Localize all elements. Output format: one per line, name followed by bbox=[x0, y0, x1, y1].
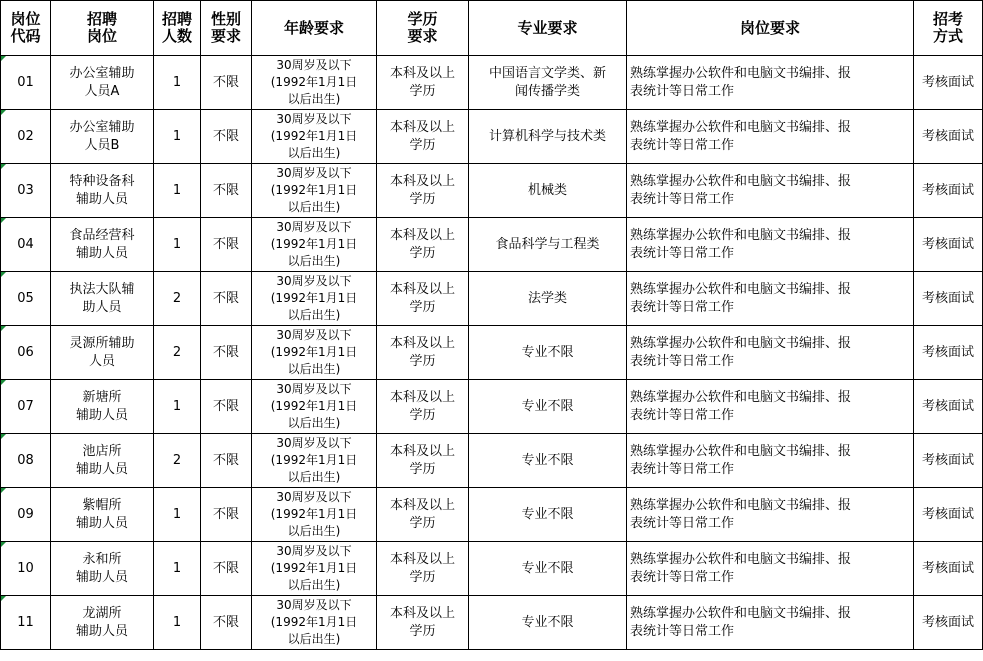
post-line: 辅助人员 bbox=[75, 461, 128, 477]
post-line: 辅助人员 bbox=[75, 245, 128, 261]
post-line: 辅助人员 bbox=[75, 515, 128, 531]
age-line: 以后出生) bbox=[287, 362, 341, 376]
table-row bbox=[1, 164, 983, 218]
age-line: 30周岁及以下 bbox=[276, 544, 352, 558]
post-line: 食品经营科 bbox=[69, 227, 135, 243]
duty-line: 表统计等日常工作 bbox=[630, 569, 735, 585]
method-cell: 考核面试 bbox=[914, 434, 983, 488]
education-line: 本科及以上 bbox=[389, 551, 455, 567]
duty-line: 表统计等日常工作 bbox=[630, 407, 735, 423]
age-line: 30周岁及以下 bbox=[276, 112, 352, 126]
method-cell: 考核面试 bbox=[914, 272, 983, 326]
method-cell: 考核面试 bbox=[914, 380, 983, 434]
gender-cell: 不限 bbox=[201, 164, 252, 218]
duty-line: 熟练掌握办公软件和电脑文书编排、报 bbox=[630, 281, 852, 297]
method-cell: 考核面试 bbox=[914, 542, 983, 596]
age-line: 以后出生) bbox=[287, 524, 341, 538]
education-line: 学历 bbox=[409, 623, 436, 639]
duty-line: 表统计等日常工作 bbox=[630, 245, 735, 261]
headcount-cell: 2 bbox=[154, 272, 201, 326]
education-line: 学历 bbox=[409, 461, 436, 477]
age-line: (1992年1月1日 bbox=[270, 399, 358, 413]
gender-cell: 不限 bbox=[201, 380, 252, 434]
education-cell bbox=[377, 596, 469, 650]
age-line: 30周岁及以下 bbox=[276, 490, 352, 504]
header-row bbox=[1, 1, 983, 56]
duty-cell bbox=[627, 596, 914, 650]
duty-cell bbox=[627, 326, 914, 380]
major-cell bbox=[469, 542, 627, 596]
age-cell bbox=[252, 380, 377, 434]
post-line: 办公室辅助 bbox=[69, 65, 135, 81]
duty-line: 熟练掌握办公软件和电脑文书编排、报 bbox=[630, 119, 852, 135]
major-line: 专业不限 bbox=[521, 506, 574, 522]
age-cell bbox=[252, 434, 377, 488]
education-cell bbox=[377, 380, 469, 434]
education-line: 本科及以上 bbox=[389, 281, 455, 297]
table-row bbox=[1, 326, 983, 380]
education-line: 本科及以上 bbox=[389, 119, 455, 135]
education-cell bbox=[377, 488, 469, 542]
table-row bbox=[1, 596, 983, 650]
major-cell bbox=[469, 488, 627, 542]
headcount-cell: 1 bbox=[154, 218, 201, 272]
header-method: 招考 方式 bbox=[914, 1, 983, 56]
duty-cell bbox=[627, 272, 914, 326]
post-line: 龙湖所 bbox=[82, 605, 122, 621]
gender-cell: 不限 bbox=[201, 218, 252, 272]
post-code-cell: 02 bbox=[1, 110, 51, 164]
headcount-cell: 2 bbox=[154, 434, 201, 488]
method-cell: 考核面试 bbox=[914, 56, 983, 110]
major-cell bbox=[469, 380, 627, 434]
duty-line: 表统计等日常工作 bbox=[630, 515, 735, 531]
header-age: 年龄要求 bbox=[252, 1, 377, 56]
header-post: 招聘 岗位 bbox=[51, 1, 154, 56]
post-name-cell bbox=[51, 164, 154, 218]
headcount-cell: 1 bbox=[154, 596, 201, 650]
gender-cell: 不限 bbox=[201, 272, 252, 326]
education-cell bbox=[377, 326, 469, 380]
gender-cell: 不限 bbox=[201, 110, 252, 164]
age-line: 30周岁及以下 bbox=[276, 598, 352, 612]
headcount-cell: 1 bbox=[154, 110, 201, 164]
education-line: 本科及以上 bbox=[389, 227, 455, 243]
age-cell bbox=[252, 542, 377, 596]
post-name-cell bbox=[51, 542, 154, 596]
method-cell: 考核面试 bbox=[914, 596, 983, 650]
duty-cell bbox=[627, 542, 914, 596]
post-code-cell: 01 bbox=[1, 56, 51, 110]
major-line: 计算机科学与技术类 bbox=[488, 128, 606, 144]
major-cell bbox=[469, 110, 627, 164]
table-row bbox=[1, 110, 983, 164]
duty-line: 表统计等日常工作 bbox=[630, 623, 735, 639]
headcount-cell: 1 bbox=[154, 380, 201, 434]
age-line: 以后出生) bbox=[287, 416, 341, 430]
age-line: 以后出生) bbox=[287, 308, 341, 322]
major-cell bbox=[469, 56, 627, 110]
education-cell bbox=[377, 164, 469, 218]
method-cell: 考核面试 bbox=[914, 164, 983, 218]
post-name-cell bbox=[51, 326, 154, 380]
post-line: 灵源所辅助 bbox=[69, 335, 135, 351]
method-cell: 考核面试 bbox=[914, 488, 983, 542]
duty-cell bbox=[627, 380, 914, 434]
gender-cell: 不限 bbox=[201, 488, 252, 542]
major-cell bbox=[469, 272, 627, 326]
gender-cell: 不限 bbox=[201, 326, 252, 380]
post-name-cell bbox=[51, 218, 154, 272]
header-major: 专业要求 bbox=[469, 1, 627, 56]
duty-line: 熟练掌握办公软件和电脑文书编排、报 bbox=[630, 497, 852, 513]
education-line: 学历 bbox=[409, 353, 436, 369]
gender-cell: 不限 bbox=[201, 596, 252, 650]
duty-cell bbox=[627, 164, 914, 218]
duty-line: 表统计等日常工作 bbox=[630, 299, 735, 315]
age-line: 以后出生) bbox=[287, 146, 341, 160]
education-line: 本科及以上 bbox=[389, 335, 455, 351]
education-line: 本科及以上 bbox=[389, 605, 455, 621]
major-line: 专业不限 bbox=[521, 398, 574, 414]
gender-cell: 不限 bbox=[201, 542, 252, 596]
post-line: 永和所 bbox=[82, 551, 122, 567]
major-line: 闻传播学类 bbox=[514, 83, 580, 99]
major-cell bbox=[469, 164, 627, 218]
table-row bbox=[1, 434, 983, 488]
age-line: 以后出生) bbox=[287, 200, 341, 214]
post-line: 辅助人员 bbox=[75, 623, 128, 639]
post-line: 人员A bbox=[84, 83, 120, 99]
duty-cell bbox=[627, 110, 914, 164]
major-line: 中国语言文学类、新 bbox=[488, 65, 606, 81]
post-line: 办公室辅助 bbox=[69, 119, 135, 135]
duty-cell bbox=[627, 218, 914, 272]
age-cell bbox=[252, 326, 377, 380]
duty-line: 熟练掌握办公软件和电脑文书编排、报 bbox=[630, 65, 852, 81]
major-line: 机械类 bbox=[527, 182, 567, 198]
age-line: (1992年1月1日 bbox=[270, 561, 358, 575]
duty-cell bbox=[627, 434, 914, 488]
duty-line: 熟练掌握办公软件和电脑文书编排、报 bbox=[630, 605, 852, 621]
post-name-cell bbox=[51, 596, 154, 650]
method-cell: 考核面试 bbox=[914, 218, 983, 272]
duty-line: 熟练掌握办公软件和电脑文书编排、报 bbox=[630, 173, 852, 189]
post-code-cell: 09 bbox=[1, 488, 51, 542]
table-row bbox=[1, 380, 983, 434]
education-line: 本科及以上 bbox=[389, 65, 455, 81]
age-line: (1992年1月1日 bbox=[270, 453, 358, 467]
table-row bbox=[1, 272, 983, 326]
age-cell bbox=[252, 164, 377, 218]
post-line: 辅助人员 bbox=[75, 407, 128, 423]
duty-line: 熟练掌握办公软件和电脑文书编排、报 bbox=[630, 335, 852, 351]
age-line: 30周岁及以下 bbox=[276, 58, 352, 72]
education-cell bbox=[377, 434, 469, 488]
header-gender: 性别 要求 bbox=[201, 1, 252, 56]
table-row bbox=[1, 56, 983, 110]
duty-line: 表统计等日常工作 bbox=[630, 191, 735, 207]
duty-line: 熟练掌握办公软件和电脑文书编排、报 bbox=[630, 389, 852, 405]
education-line: 学历 bbox=[409, 299, 436, 315]
age-line: 30周岁及以下 bbox=[276, 274, 352, 288]
post-line: 新塘所 bbox=[82, 389, 122, 405]
education-cell bbox=[377, 542, 469, 596]
major-line: 专业不限 bbox=[521, 452, 574, 468]
age-line: 以后出生) bbox=[287, 254, 341, 268]
table-row bbox=[1, 542, 983, 596]
major-line: 专业不限 bbox=[521, 344, 574, 360]
age-cell bbox=[252, 56, 377, 110]
education-line: 学历 bbox=[409, 137, 436, 153]
headcount-cell: 2 bbox=[154, 326, 201, 380]
post-name-cell bbox=[51, 488, 154, 542]
age-cell bbox=[252, 596, 377, 650]
duty-line: 表统计等日常工作 bbox=[630, 353, 735, 369]
duty-line: 熟练掌握办公软件和电脑文书编排、报 bbox=[630, 443, 852, 459]
post-line: 执法大队辅 bbox=[69, 281, 135, 297]
post-code-cell: 06 bbox=[1, 326, 51, 380]
post-code-cell: 04 bbox=[1, 218, 51, 272]
post-code-cell: 08 bbox=[1, 434, 51, 488]
method-cell: 考核面试 bbox=[914, 110, 983, 164]
age-line: (1992年1月1日 bbox=[270, 345, 358, 359]
age-line: (1992年1月1日 bbox=[270, 75, 358, 89]
post-line: 辅助人员 bbox=[75, 569, 128, 585]
post-name-cell bbox=[51, 434, 154, 488]
education-line: 学历 bbox=[409, 83, 436, 99]
post-line: 池店所 bbox=[82, 443, 122, 459]
age-cell bbox=[252, 218, 377, 272]
headcount-cell: 1 bbox=[154, 56, 201, 110]
duty-line: 表统计等日常工作 bbox=[630, 461, 735, 477]
major-line: 食品科学与工程类 bbox=[495, 236, 600, 252]
age-line: 30周岁及以下 bbox=[276, 382, 352, 396]
duty-line: 熟练掌握办公软件和电脑文书编排、报 bbox=[630, 551, 852, 567]
header-count: 招聘 人数 bbox=[154, 1, 201, 56]
duty-cell bbox=[627, 56, 914, 110]
post-code-cell: 10 bbox=[1, 542, 51, 596]
education-line: 学历 bbox=[409, 515, 436, 531]
age-line: 以后出生) bbox=[287, 92, 341, 106]
headcount-cell: 1 bbox=[154, 488, 201, 542]
education-line: 学历 bbox=[409, 245, 436, 261]
age-cell bbox=[252, 488, 377, 542]
age-line: (1992年1月1日 bbox=[270, 507, 358, 521]
major-line: 专业不限 bbox=[521, 614, 574, 630]
age-cell bbox=[252, 272, 377, 326]
major-cell bbox=[469, 434, 627, 488]
education-line: 本科及以上 bbox=[389, 497, 455, 513]
post-name-cell bbox=[51, 380, 154, 434]
education-cell bbox=[377, 56, 469, 110]
age-line: 30周岁及以下 bbox=[276, 166, 352, 180]
post-code-cell: 07 bbox=[1, 380, 51, 434]
education-line: 学历 bbox=[409, 191, 436, 207]
table-row bbox=[1, 488, 983, 542]
education-line: 学历 bbox=[409, 569, 436, 585]
age-cell bbox=[252, 110, 377, 164]
age-line: (1992年1月1日 bbox=[270, 291, 358, 305]
age-line: (1992年1月1日 bbox=[270, 183, 358, 197]
post-line: 人员 bbox=[88, 353, 115, 369]
headcount-cell: 1 bbox=[154, 542, 201, 596]
age-line: 30周岁及以下 bbox=[276, 328, 352, 342]
post-line: 助人员 bbox=[82, 299, 122, 315]
major-cell bbox=[469, 326, 627, 380]
major-cell bbox=[469, 596, 627, 650]
post-line: 人员B bbox=[84, 137, 120, 153]
major-line: 法学类 bbox=[527, 290, 567, 306]
education-cell bbox=[377, 110, 469, 164]
education-line: 本科及以上 bbox=[389, 443, 455, 459]
header-education: 学历 要求 bbox=[377, 1, 469, 56]
duty-line: 表统计等日常工作 bbox=[630, 137, 735, 153]
post-code-cell: 03 bbox=[1, 164, 51, 218]
age-line: (1992年1月1日 bbox=[270, 129, 358, 143]
education-cell bbox=[377, 272, 469, 326]
education-line: 本科及以上 bbox=[389, 389, 455, 405]
post-name-cell bbox=[51, 110, 154, 164]
major-line: 专业不限 bbox=[521, 560, 574, 576]
post-code-cell: 11 bbox=[1, 596, 51, 650]
post-line: 辅助人员 bbox=[75, 191, 128, 207]
table-row bbox=[1, 218, 983, 272]
post-name-cell bbox=[51, 272, 154, 326]
education-line: 本科及以上 bbox=[389, 173, 455, 189]
gender-cell: 不限 bbox=[201, 56, 252, 110]
age-line: 以后出生) bbox=[287, 632, 341, 646]
gender-cell: 不限 bbox=[201, 434, 252, 488]
post-name-cell bbox=[51, 56, 154, 110]
education-line: 学历 bbox=[409, 407, 436, 423]
age-line: 以后出生) bbox=[287, 578, 341, 592]
header-code: 岗位 代码 bbox=[1, 1, 51, 56]
header-duty: 岗位要求 bbox=[627, 1, 914, 56]
post-line: 紫帽所 bbox=[82, 497, 122, 513]
age-line: (1992年1月1日 bbox=[270, 237, 358, 251]
post-line: 特种设备科 bbox=[69, 173, 135, 189]
post-code-cell: 05 bbox=[1, 272, 51, 326]
age-line: (1992年1月1日 bbox=[270, 615, 358, 629]
age-line: 以后出生) bbox=[287, 470, 341, 484]
major-cell bbox=[469, 218, 627, 272]
education-cell bbox=[377, 218, 469, 272]
method-cell: 考核面试 bbox=[914, 326, 983, 380]
age-line: 30周岁及以下 bbox=[276, 220, 352, 234]
duty-line: 表统计等日常工作 bbox=[630, 83, 735, 99]
headcount-cell: 1 bbox=[154, 164, 201, 218]
duty-cell bbox=[627, 488, 914, 542]
duty-line: 熟练掌握办公软件和电脑文书编排、报 bbox=[630, 227, 852, 243]
age-line: 30周岁及以下 bbox=[276, 436, 352, 450]
